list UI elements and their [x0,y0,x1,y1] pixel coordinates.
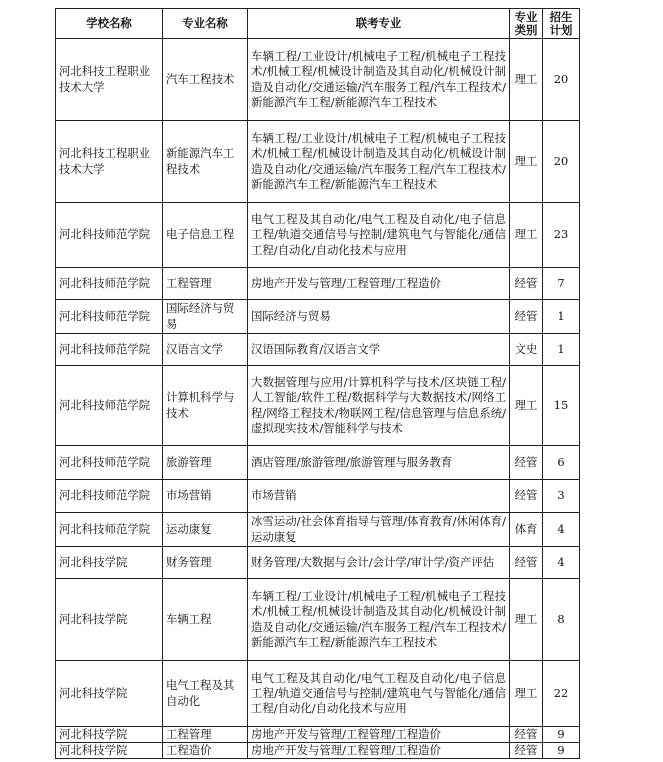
table-row [56,547,580,579]
major-cell: 财务管理 [163,547,248,579]
table-row [56,300,580,334]
header-row [56,9,580,39]
related-majors-cell: 大数据管理与应用/计算机科学与技术/区块链工程/人工智能/软件工程/数据科学与大数据技术/网络工程/网络工程技术/物联网工程/信息管理与信息系统/虚拟现实技术/智能科学与技术 [248,366,510,446]
table-row [56,743,580,759]
related-majors-cell: 车辆工程/工业设计/机械电子工程/机械电子工程技术/机械工程/机械设计制造及其自动化/机械设计制造及自动化/交通运输/汽车服务工程/汽车工程技术/新能源汽车工程/新能源汽车工程技术 [248,121,510,203]
school-cell: 河北科技学院 [56,661,163,727]
school-cell: 河北科技师范学院 [56,334,163,366]
category-cell: 经管 [510,268,543,300]
category-cell: 经管 [510,480,543,513]
header-school: 学校名称 [56,9,163,39]
school-cell: 河北科技师范学院 [56,366,163,446]
table-row [56,121,580,203]
table-row [56,727,580,743]
category-cell: 文史 [510,334,543,366]
plan-cell: 1 [543,334,580,366]
category-cell: 理工 [510,366,543,446]
major-cell: 市场营销 [163,480,248,513]
plan-cell: 1 [543,300,580,334]
plan-cell: 15 [543,366,580,446]
related-majors-cell: 汉语国际教育/汉语言文学 [248,334,510,366]
category-cell: 体育 [510,513,543,547]
major-cell: 车辆工程 [163,579,248,661]
header-category: 专业类别 [510,9,543,39]
category-cell: 经管 [510,446,543,480]
school-cell: 河北科技师范学院 [56,268,163,300]
plan-cell: 6 [543,446,580,480]
related-majors-cell: 电气工程及其自动化/电气工程及自动化/电子信息工程/轨道交通信号与控制/建筑电气与智能化/通信工程/自动化/自动化技术与应用 [248,661,510,727]
category-cell: 理工 [510,121,543,203]
plan-cell: 20 [543,39,580,121]
category-cell: 理工 [510,39,543,121]
related-majors-cell: 房地产开发与管理/工程管理/工程造价 [248,743,510,759]
major-cell: 工程造价 [163,743,248,759]
major-cell: 汽车工程技术 [163,39,248,121]
category-cell: 理工 [510,579,543,661]
plan-cell: 23 [543,203,580,268]
related-majors-cell: 车辆工程/工业设计/机械电子工程/机械电子工程技术/机械工程/机械设计制造及其自动化/机械设计制造及自动化/交通运输/汽车服务工程/汽车工程技术/新能源汽车工程/新能源汽车工程技术 [248,579,510,661]
school-cell: 河北科技师范学院 [56,480,163,513]
school-cell: 河北科技工程职业技术大学 [56,121,163,203]
header-plan: 招生计划 [543,9,580,39]
school-cell: 河北科技师范学院 [56,513,163,547]
header-major: 专业名称 [163,9,248,39]
admission-table [55,8,580,759]
school-cell: 河北科技学院 [56,727,163,743]
plan-cell: 4 [543,513,580,547]
related-majors-cell: 冰雪运动/社会体育指导与管理/体育教育/休闲体育/运动康复 [248,513,510,547]
table-row [56,268,580,300]
category-cell: 理工 [510,203,543,268]
related-majors-cell: 电气工程及其自动化/电气工程及自动化/电子信息工程/轨道交通信号与控制/建筑电气与智能化/通信工程/自动化/自动化技术与应用 [248,203,510,268]
plan-cell: 7 [543,268,580,300]
related-majors-cell: 房地产开发与管理/工程管理/工程造价 [248,727,510,743]
table-row [56,513,580,547]
table-row [56,446,580,480]
table-row [56,203,580,268]
plan-cell: 9 [543,743,580,759]
plan-cell: 9 [543,727,580,743]
related-majors-cell: 市场营销 [248,480,510,513]
table-row [56,661,580,727]
plan-cell: 22 [543,661,580,727]
major-cell: 运动康复 [163,513,248,547]
header-related-majors: 联考专业 [248,9,510,39]
related-majors-cell: 酒店管理/旅游管理/旅游管理与服务教育 [248,446,510,480]
plan-cell: 4 [543,547,580,579]
table-body [56,39,580,759]
school-cell: 河北科技师范学院 [56,446,163,480]
major-cell: 汉语言文学 [163,334,248,366]
major-cell: 电子信息工程 [163,203,248,268]
school-cell: 河北科技工程职业技术大学 [56,39,163,121]
major-cell: 工程管理 [163,268,248,300]
category-cell: 理工 [510,661,543,727]
major-cell: 旅游管理 [163,446,248,480]
school-cell: 河北科技学院 [56,547,163,579]
school-cell: 河北科技学院 [56,579,163,661]
category-cell: 经管 [510,743,543,759]
plan-cell: 3 [543,480,580,513]
plan-cell: 20 [543,121,580,203]
table-row [56,334,580,366]
category-cell: 经管 [510,727,543,743]
related-majors-cell: 财务管理/大数据与会计/会计学/审计学/资产评估 [248,547,510,579]
table-row [56,39,580,121]
major-cell: 电气工程及其自动化 [163,661,248,727]
related-majors-cell: 国际经济与贸易 [248,300,510,334]
related-majors-cell: 车辆工程/工业设计/机械电子工程/机械电子工程技术/机械工程/机械设计制造及其自动化/机械设计制造及自动化/交通运输/汽车服务工程/汽车工程技术/新能源汽车工程/新能源汽车工程技术 [248,39,510,121]
major-cell: 计算机科学与技术 [163,366,248,446]
major-cell: 新能源汽车工程技术 [163,121,248,203]
category-cell: 经管 [510,300,543,334]
plan-cell: 8 [543,579,580,661]
table-row [56,480,580,513]
major-cell: 工程管理 [163,727,248,743]
school-cell: 河北科技师范学院 [56,300,163,334]
table-row [56,579,580,661]
table-row [56,366,580,446]
major-cell: 国际经济与贸易 [163,300,248,334]
related-majors-cell: 房地产开发与管理/工程管理/工程造价 [248,268,510,300]
school-cell: 河北科技师范学院 [56,203,163,268]
category-cell: 经管 [510,547,543,579]
school-cell: 河北科技学院 [56,743,163,759]
